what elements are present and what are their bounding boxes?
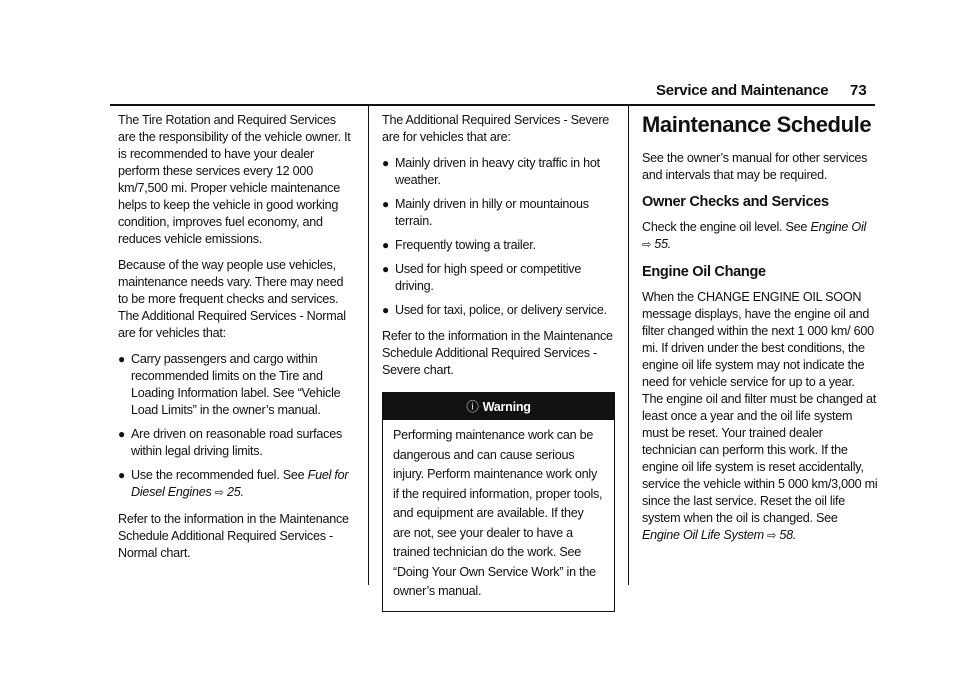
page-number: 73	[850, 82, 867, 99]
warning-title: Warning	[482, 400, 531, 414]
bullet-icon: ●	[118, 427, 125, 441]
bullet-icon: ●	[118, 468, 125, 482]
list-item: ● Carry passengers and cargo within recommended limits on the Tire and Loading Information label. See “Vehicle Load Limits” in the owner’s manual.	[118, 352, 341, 417]
warning-header	[383, 393, 614, 420]
paragraph: When the CHANGE ENGINE OIL SOON message displays, have the engine oil and filter changed within the next 1 000 km/ 600 mi. If driven under the best conditions, the engine oil life system may not indicate the need for vehicle service for up to a year. The engine oil and filter must be changed at least once a year and the oil life system must be reset. Your trained dealer technician can perform this work. If the engine oil life system is reset accidentally, service the vehicle within 5 000 km/3,000 mi since the last service. Reset the oil life system when the oil is changed. See Engine Oil Life System ⇨ 58.	[642, 290, 878, 542]
bullet-list	[118, 351, 356, 502]
bullet-icon: ●	[382, 303, 389, 317]
paragraph: The Tire Rotation and Required Services are the responsibility of the vehicle owner. It is recommended to have your dealer perform these services every 12 000 km/7,500 mi. Proper vehicle maintenance helps to keep the vehicle in good working condition, improves fuel economy, and reduces vehicle emissions.	[118, 113, 351, 246]
list-item: ● Used for taxi, police, or delivery service.	[382, 303, 607, 317]
column-1	[118, 112, 356, 571]
cross-reference-link[interactable]: Fuel for Diesel Engines	[131, 468, 349, 499]
list-item: ● Use the recommended fuel. See Fuel for Diesel Engines ⇨ 25.	[118, 468, 349, 499]
list-item: ● Are driven on reasonable road surfaces within legal driving limits.	[118, 427, 343, 458]
list-item: ● Mainly driven in heavy city traffic in hot weather.	[382, 156, 600, 187]
paragraph: Check the engine oil level. See Engine Oil ⇨ 55.	[642, 220, 867, 251]
warning-body: Performing maintenance work can be dangerous and can cause serious injury. Perform maintenance work only if the required information, proper tools, and equipment are available. If they are not, see your dealer to have a trained technician do the work. See “Doing Your Own Service Work” in the owner’s manual.	[393, 428, 603, 598]
column-divider-1	[368, 105, 369, 585]
bullet-icon: ●	[382, 156, 389, 170]
cross-reference-link[interactable]: Engine Oil Life System	[642, 528, 764, 542]
bullet-list	[382, 155, 615, 319]
section-title: Service and Maintenance	[656, 82, 829, 99]
bullet-icon: ●	[118, 352, 125, 366]
arrow-icon: ⇨	[214, 487, 224, 499]
section-heading: Maintenance Schedule	[642, 112, 872, 137]
warning-icon: ⓘ	[466, 400, 479, 414]
paragraph: Refer to the information in the Maintenance Schedule Additional Required Services - Normal chart.	[118, 512, 349, 560]
column-divider-2	[628, 105, 629, 585]
warning-box	[382, 392, 615, 612]
subsection-heading: Engine Oil Change	[642, 264, 766, 280]
paragraph: See the owner’s manual for other services and intervals that may be required.	[642, 151, 868, 182]
header-rule	[110, 104, 875, 106]
list-item: ● Used for high speed or competitive driving.	[382, 262, 582, 293]
subsection-heading: Owner Checks and Services	[642, 194, 829, 210]
column-2	[382, 112, 615, 612]
arrow-icon: ⇨	[767, 530, 777, 542]
bullet-icon: ●	[382, 238, 389, 252]
paragraph: Refer to the information in the Maintenance Schedule Additional Required Services - Severe chart.	[382, 329, 613, 377]
page-reference[interactable]: 25.	[226, 485, 244, 499]
page-reference[interactable]: 55.	[654, 237, 671, 251]
paragraph: Because of the way people use vehicles, maintenance needs vary. There may need to be more frequent checks and services. The Additional Required Services - Normal are for vehicles that:	[118, 258, 346, 340]
arrow-icon: ⇨	[642, 239, 651, 251]
bullet-icon: ●	[382, 197, 389, 211]
list-item: ● Mainly driven in hilly or mountainous terrain.	[382, 197, 589, 228]
column-3	[642, 112, 878, 554]
paragraph: The Additional Required Services - Severe are for vehicles that are:	[382, 113, 610, 144]
page-reference[interactable]: 58.	[779, 528, 797, 542]
bullet-icon: ●	[382, 262, 389, 276]
list-item: ● Frequently towing a trailer.	[382, 238, 536, 252]
cross-reference-link[interactable]: Engine Oil	[810, 220, 867, 234]
